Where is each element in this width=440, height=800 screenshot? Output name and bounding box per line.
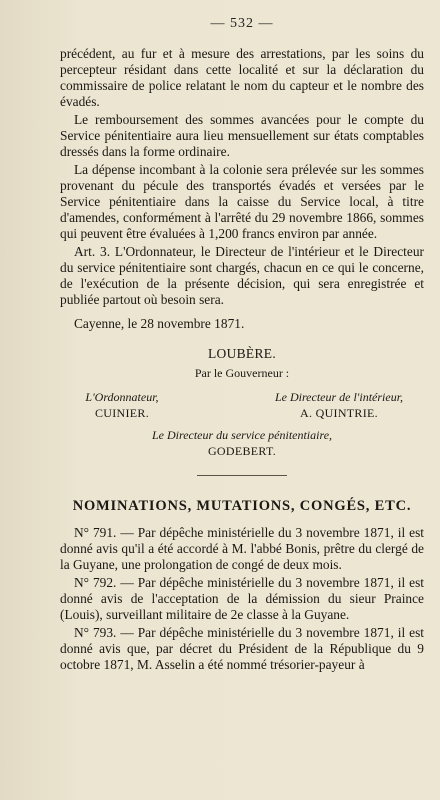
- paragraph-article-3: Art. 3. L'Ordonnateur, le Directeur de l'intérieur et le Directeur du service pénitentiaire sont chargés, chacun en ce qui le concerne, de l'exécution de la présente décision, qui sera enregistrée et publiée partout où besoin sera.: [60, 244, 424, 307]
- interior-director-title: Le Directeur de l'intérieur,: [274, 390, 404, 404]
- date-line: Cayenne, le 28 novembre 1871.: [74, 316, 245, 331]
- interior-director-name: A. QUINTRIE.: [300, 406, 378, 420]
- signature-row: [60, 389, 424, 421]
- notice-791: N° 791. — Par dépêche ministérielle du 3 novembre 1871, il est donné avis qu'il a été accordé à M. l'abbé Bonis, prêtre du clergé de la Guyane, une prolongation de congé de deux mois.: [60, 525, 424, 572]
- interior-director-signature: [254, 389, 424, 421]
- by-governor-line: Par le Gouverneur :: [194, 366, 290, 380]
- penitentiary-director-title: Le Directeur du service pénitentiaire,: [151, 428, 333, 442]
- notice-793: N° 793. — Par dépêche ministérielle du 3 novembre 1871, il est donné avis que, par décret du Président de la République du 9 octobre 1871, M. Asselin a été nommé trésorier-payeur à: [60, 625, 424, 672]
- ordonnateur-name: CUINIER.: [94, 406, 150, 420]
- page-number: — 532 —: [210, 16, 274, 31]
- paragraph-continuation: précédent, au fur et à mesure des arrestations, par les soins du percepteur résidant dans cette localité et sur la déclaration du commissaire de police relatant le nom du capteur et le nombre des évadés.: [60, 46, 424, 109]
- notice-792: N° 792. — Par dépêche ministérielle du 3 novembre 1871, il est donné avis de l'acceptation de la démission du sieur Praince (Louis), surveillant militaire de 2e classe à la Guyane.: [60, 575, 424, 622]
- governor-signature: LOUBÈRE.: [207, 346, 277, 361]
- ordonnateur-title: L'Ordonnateur,: [85, 390, 159, 404]
- section-divider: [197, 475, 287, 476]
- paragraph-expense: La dépense incombant à la colonie sera prélevée sur les sommes provenant du pécule des transportés évadés et versées par le Service pénitentiaire dans la caisse du Service local, à titre d'amendes, conformément à l'arrêté du 29 novembre 1866, sommes qui peuvent être évaluées à 1,200 francs environ par année.: [60, 162, 424, 241]
- penitentiary-director-signature: [60, 427, 424, 459]
- penitentiary-director-name: GODEBERT.: [207, 444, 277, 458]
- ordonnateur-signature: [60, 389, 182, 421]
- paragraph-reimbursement: Le remboursement des sommes avancées pour le compte du Service pénitentiaire aura lieu mensuellement sur états comptables dressés dans la forme ordinaire.: [60, 112, 424, 159]
- section-heading: NOMINATIONS, MUTATIONS, CONGÉS, ETC.: [72, 498, 412, 514]
